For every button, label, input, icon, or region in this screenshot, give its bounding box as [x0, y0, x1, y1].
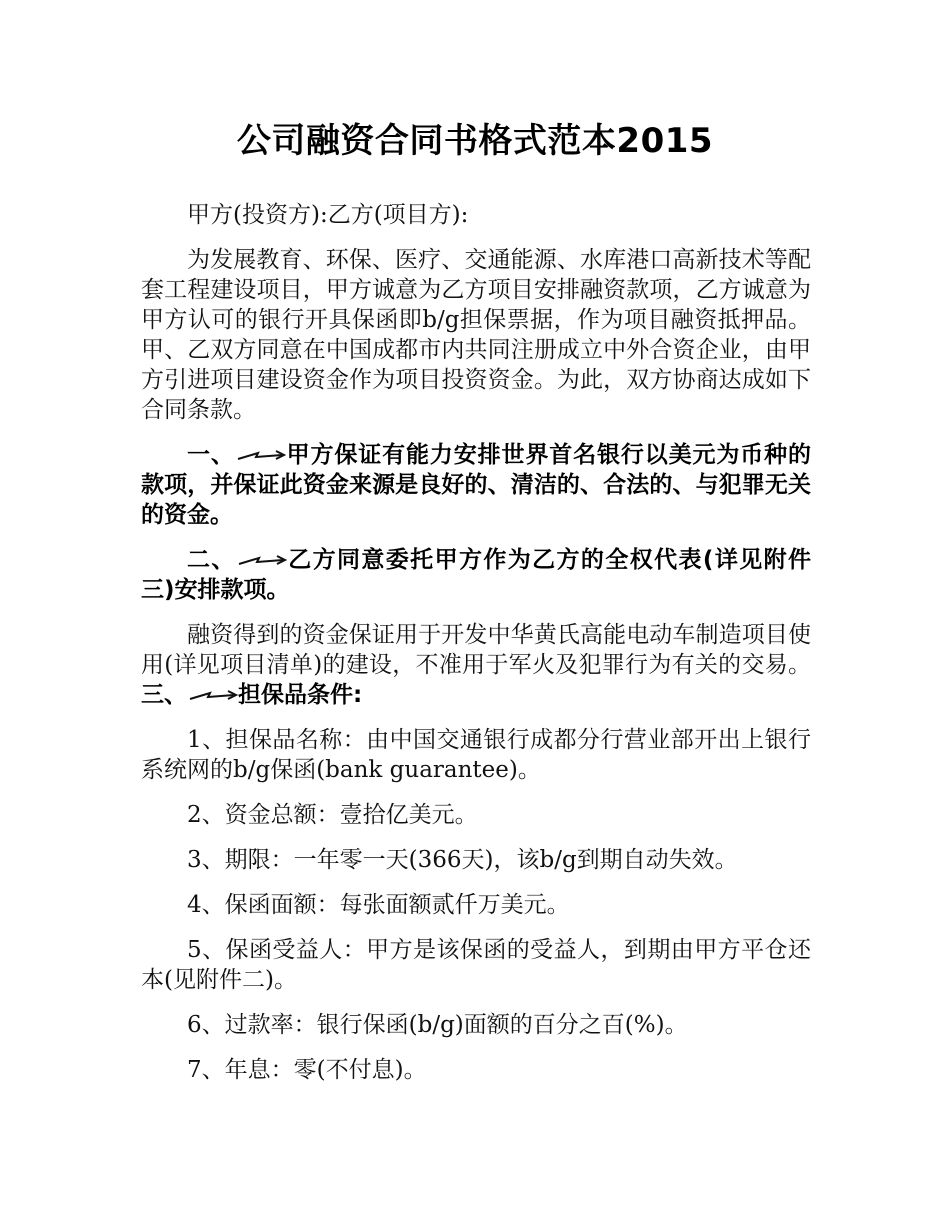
funds-usage-paragraph	[141, 620, 811, 710]
condition-item: 5、保函受益人：甲方是该保函的受益人，到期由甲方平仓还本(见附件二)。	[141, 937, 811, 993]
clause-3-number: 三、	[141, 682, 187, 708]
clause-1-number: 一、	[187, 442, 235, 468]
funds-usage-text: 融资得到的资金保证用于开发中华黄氏高能电动车制造项目使用(详见项目清单)的建设，不准用于军火及犯罪行为有关的交易。	[141, 622, 811, 678]
arrow-icon	[188, 689, 238, 703]
document-body	[141, 200, 811, 1100]
document-title: 公司融资合同书格式范本2015	[236, 121, 714, 161]
condition-item: 1、担保品名称：由中国交通银行成都分行营业部开出上银行系统网的b/g保函(bank guarantee)。	[141, 727, 811, 783]
arrow-icon	[236, 449, 286, 463]
clause-1	[141, 440, 811, 530]
clause-3-text: 担保品条件:	[238, 682, 363, 708]
intro-paragraph: 为发展教育、环保、医疗、交通能源、水库港口高新技术等配套工程建设项目，甲方诚意为乙方项目安排融资款项，乙方诚意为甲方认可的银行开具保函即b/g担保票据，作为项目融资抵押品。甲、乙双方同意在中国成都市内共同注册成立中外合资企业，由甲方引进项目建设资金作为项目投资资金。为此，双方协商达成如下合同条款。	[141, 247, 811, 423]
clause-2-text: 乙方同意委托甲方作为乙方的全权代表(详见附件三)安排款项。	[141, 547, 812, 603]
arrow-icon	[237, 554, 287, 568]
condition-item: 6、过款率：银行保函(b/g)面额的百分之百(%)。	[187, 1012, 688, 1038]
condition-item: 3、期限：一年零一天(366天)，该b/g到期自动失效。	[187, 847, 738, 873]
condition-item: 4、保函面额：每张面额贰仟万美元。	[187, 892, 570, 918]
clause-2-number: 二、	[187, 547, 236, 573]
parties-line: 甲方(投资方):乙方(项目方):	[187, 202, 469, 228]
clause-1-text: 甲方保证有能力安排世界首名银行以美元为币种的款项，并保证此资金来源是良好的、清洁的、合法的、与犯罪无关的资金。	[141, 442, 811, 528]
clause-2	[141, 545, 811, 605]
condition-item: 2、资金总额：壹拾亿美元。	[187, 802, 478, 828]
condition-item: 7、年息：零(不付息)。	[187, 1057, 427, 1083]
